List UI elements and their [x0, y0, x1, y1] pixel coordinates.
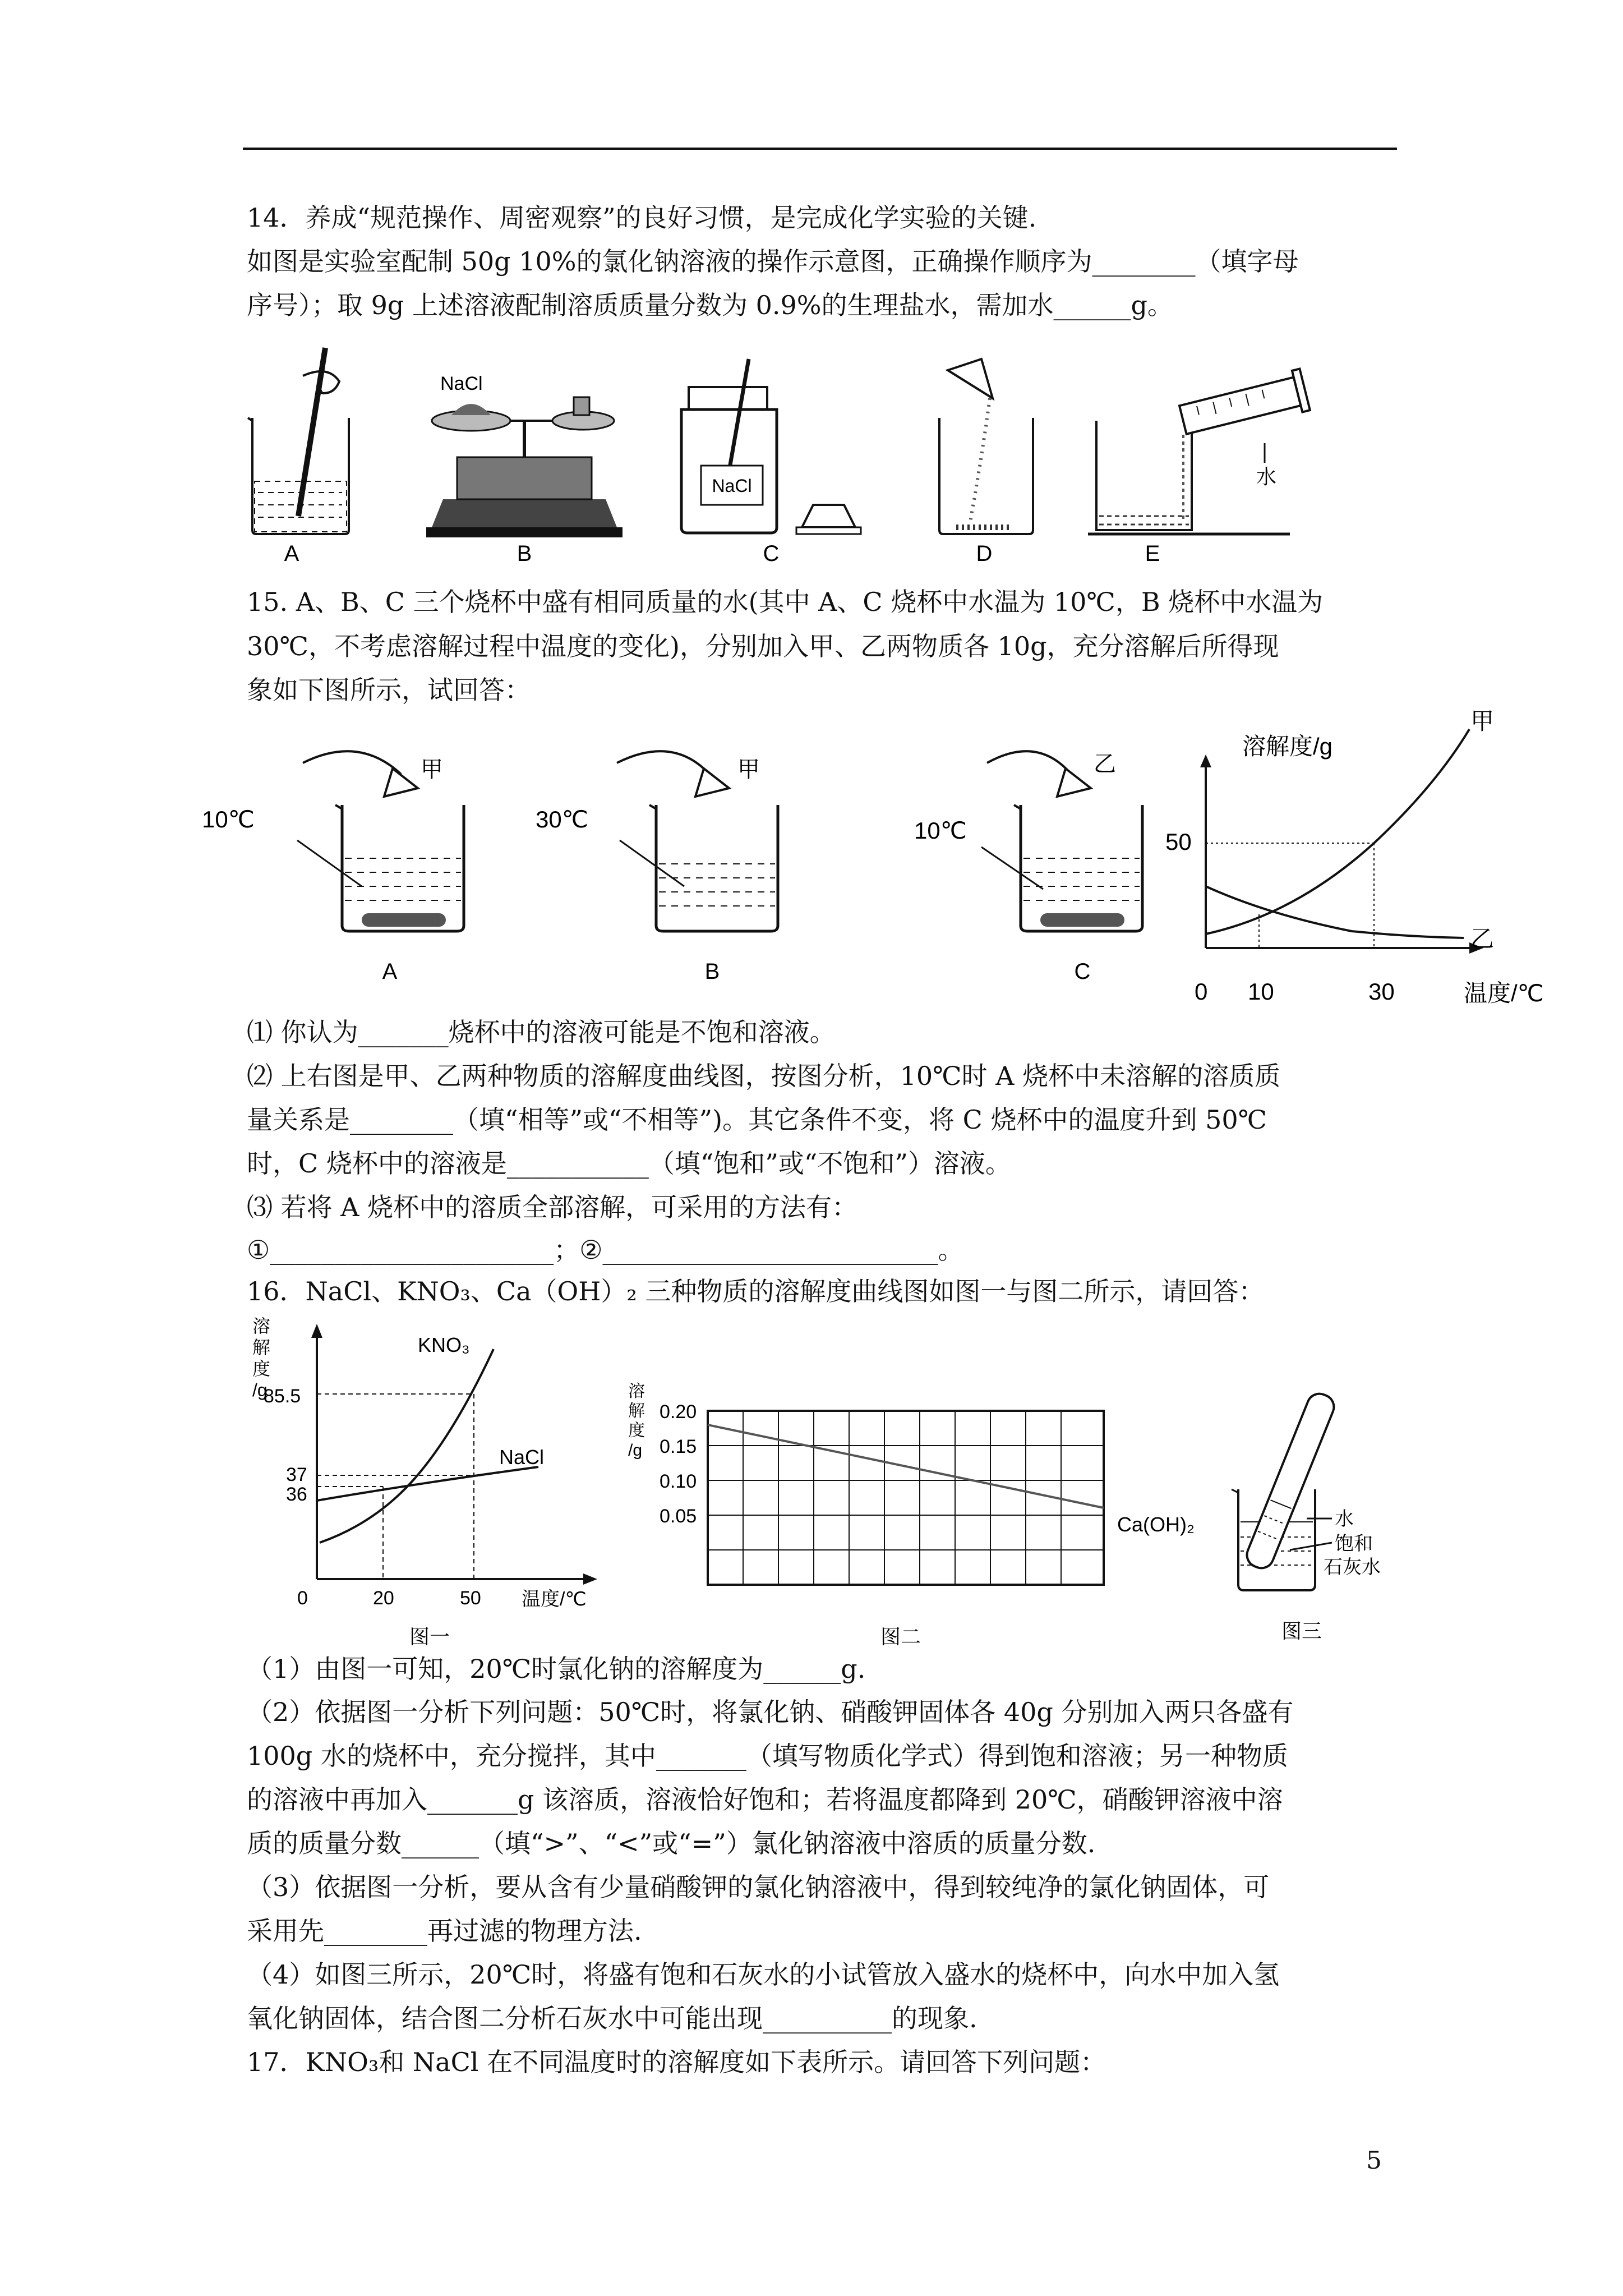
q16-fig3	[1232, 1390, 1381, 1642]
q15-sub3: ⑶ 若将 A 烧杯中的溶质全部溶解，可采用的方法有：	[247, 1192, 858, 1222]
q15-line1: 15. A、B、C 三个烧杯中盛有相同质量的水(其中 A、C 烧杯中水温为 10℃，B 烧杯中水温为	[247, 587, 1324, 617]
q14-fig-c	[681, 359, 861, 566]
q15-beaker-b-temp: 30℃	[536, 806, 588, 832]
q16-fig1-xlabel: 温度/℃	[522, 1589, 587, 1610]
q15-beaker-a-temp: 10℃	[202, 806, 255, 832]
q15-sub2c: 时，C 烧杯中的溶液是___________（填“饱和”或“不饱和”）溶液。	[247, 1148, 1011, 1179]
q14-label-e: E	[1145, 541, 1160, 566]
q16-fig1-ylabel-4: /g	[252, 1380, 268, 1400]
q15-beaker-a-label: A	[382, 959, 398, 984]
q16-fig3-caption: 图三	[1281, 1619, 1322, 1642]
q16-fig1-ytick-37: 37	[286, 1464, 307, 1485]
q15-beaker-c-substance: 乙	[1094, 752, 1116, 776]
q15-chart-xtick-10: 10	[1248, 978, 1274, 1005]
q16-sub2d: 质的质量分数______（填“>”、“<”或“=”）氯化钠溶液中溶质的质量分数.	[247, 1828, 1096, 1858]
q15-chart-xtick-0: 0	[1195, 978, 1208, 1005]
q15-series-jia-label: 甲	[1470, 708, 1495, 734]
q16-fig1	[252, 1316, 597, 1646]
q15-series-yi-curve	[1206, 886, 1464, 938]
q16-fig1-ytick-36: 36	[286, 1484, 307, 1505]
q16-fig1-xtick-20: 20	[373, 1588, 394, 1609]
q15-chart-xtick-30: 30	[1368, 978, 1395, 1005]
q14-nacl-label-c: NaCl	[712, 476, 752, 496]
q16-fig1-ylabel-2: 解	[252, 1337, 271, 1358]
q16-fig1-nacl-curve	[317, 1467, 538, 1501]
q16-sub1: （1）由图一可知，20℃时氯化钠的溶解度为______g.	[247, 1654, 866, 1684]
q14-operation-figure	[236, 337, 1312, 578]
q16-fig2-ylabel-4: /g	[628, 1441, 643, 1460]
q16-fig3-water-label: 水	[1335, 1508, 1354, 1530]
q14-label-b: B	[517, 541, 532, 566]
q16-sub2c: 的溶液中再加入_______g 该溶质，溶液恰好饱和；若将温度都降到 20℃，硝酸钾溶液中溶	[247, 1784, 1283, 1815]
q14-line2: 如图是实验室配制 50g 10%的氯化钠溶液的操作示意图，正确操作顺序为________（填字母	[247, 246, 1299, 277]
q16-sub3a: （3）依据图一分析，要从含有少量硝酸钾的氯化钠溶液中，得到较纯净的氯化钠固体，可	[247, 1872, 1270, 1902]
q17-line1: 17．KNO₃和 NaCl 在不同温度时的溶解度如下表所示。请回答下列问题：	[247, 2047, 1106, 2077]
q15-sub1: ⑴ 你认为_______烧杯中的溶液可能是不饱和溶液。	[247, 1017, 836, 1047]
q14-line1: 14．养成“规范操作、周密观察”的良好习惯，是完成化学实验的关键.	[247, 203, 1037, 233]
q14-fig-e	[1088, 369, 1310, 566]
q16-fig1-nacl-label: NaCl	[499, 1446, 545, 1469]
q14-line3: 序号）；取 9g 上述溶液配制溶质质量分数为 0.9%的生理盐水，需加水______g。	[247, 290, 1173, 320]
q16-sub4a: （4）如图三所示，20℃时，将盛有饱和石灰水的小试管放入盛水的烧杯中，向水中加入氢	[247, 1959, 1280, 1990]
q14-fig-d	[939, 359, 1033, 566]
q14-nacl-label-b: NaCl	[440, 373, 483, 394]
q15-line2: 30℃，不考虑溶解过程中温度的变化)，分别加入甲、乙两物质各 10g，充分溶解后所得现	[247, 631, 1279, 661]
q15-figure	[202, 707, 1559, 1010]
q14-label-c: C	[763, 541, 780, 566]
q16-fig2-ytick-015: 0.15	[660, 1436, 697, 1457]
q16-fig2-ytick-005: 0.05	[660, 1506, 697, 1527]
q16-fig1-ylabel-1: 溶	[252, 1316, 271, 1336]
q16-fig2-caoh2-label: Ca(OH)₂	[1117, 1513, 1195, 1536]
q16-fig2-caoh2-line	[708, 1425, 1104, 1508]
q15-chart-ytick-50: 50	[1165, 829, 1192, 855]
q16-line1: 16．NaCl、KNO₃、Ca（OH）₂ 三种物质的溶解度曲线图如图一与图二所示，请回答：	[247, 1276, 1265, 1306]
q16-fig2-ylabel-1: 溶	[628, 1382, 645, 1401]
q16-fig1-ytick-85: 85.5	[264, 1386, 301, 1407]
header-rule	[243, 148, 1397, 150]
q15-solubility-chart	[1165, 708, 1544, 1006]
q16-fig2-ytick-020: 0.20	[660, 1401, 697, 1423]
q15-beaker-a-substance: 甲	[421, 757, 443, 782]
q14-label-d: D	[976, 541, 993, 566]
q15-beaker-c-temp: 10℃	[914, 817, 967, 844]
q16-fig2-ytick-010: 0.10	[660, 1471, 697, 1492]
q15-series-yi-label: 乙	[1470, 926, 1495, 952]
q15-sub2b: 量关系是________（填“相等”或“不相等”)。其它条件不变，将 C 烧杯中的温度升到 50℃	[247, 1105, 1267, 1135]
page-number: 5	[1366, 2146, 1382, 2175]
q16-fig2	[628, 1382, 1195, 1646]
q14-fig-b	[426, 373, 623, 566]
q16-fig2-caption: 图二	[880, 1625, 921, 1646]
q15-beaker-b-label: B	[704, 959, 720, 984]
q15-sub2a: ⑵ 上右图是甲、乙两种物质的溶解度曲线图，按图分析，10℃时 A 烧杯中未溶解的溶质质	[247, 1061, 1281, 1091]
q15-chart-ylabel: 溶解度/g	[1242, 733, 1333, 760]
q16-fig1-xtick-50: 50	[460, 1588, 481, 1609]
q16-fig1-kno3-label: KNO₃	[418, 1333, 470, 1356]
q15-sub3b: ①______________________；②__________________________。	[247, 1235, 964, 1265]
q16-fig1-kno3-curve	[320, 1349, 494, 1543]
q15-beaker-b	[536, 751, 778, 984]
q15-chart-xlabel: 温度/℃	[1464, 980, 1544, 1006]
q16-fig1-ylabel-3: 度	[252, 1359, 271, 1379]
q15-beaker-b-substance: 甲	[737, 757, 760, 782]
q16-fig3-limewater-label: 石灰水	[1324, 1557, 1381, 1578]
q14-fig-a	[248, 348, 349, 566]
q15-beaker-c	[914, 751, 1142, 984]
q15-beaker-c-label: C	[1074, 959, 1091, 984]
q16-sub2a: （2）依据图一分析下列问题：50℃时，将氯化钠、硝酸钾固体各 40g 分别加入两只各盛有	[247, 1697, 1294, 1727]
q16-fig1-xtick-0: 0	[297, 1588, 308, 1609]
q16-sub4b: 氧化钠固体，结合图二分析石灰水中可能出现__________的现象.	[247, 2003, 978, 2033]
q15-beaker-a	[202, 751, 464, 984]
q14-label-a: A	[284, 541, 299, 566]
q16-fig2-ylabel-2: 解	[628, 1402, 645, 1420]
q16-sub2b: 100g 水的烧杯中，充分搅拌，其中_______（填写物质化学式）得到饱和溶液；另一种物质	[247, 1741, 1288, 1771]
q15-line3: 象如下图所示，试回答：	[247, 675, 531, 705]
q16-figures	[247, 1315, 1447, 1646]
q14-water-label: 水	[1256, 465, 1277, 488]
q16-fig1-caption: 图一	[409, 1625, 450, 1646]
q16-fig2-ylabel-3: 度	[628, 1421, 645, 1440]
q16-sub3b: 采用先________再过滤的物理方法.	[247, 1916, 642, 1946]
q16-fig3-saturated-label: 饱和	[1335, 1533, 1373, 1554]
